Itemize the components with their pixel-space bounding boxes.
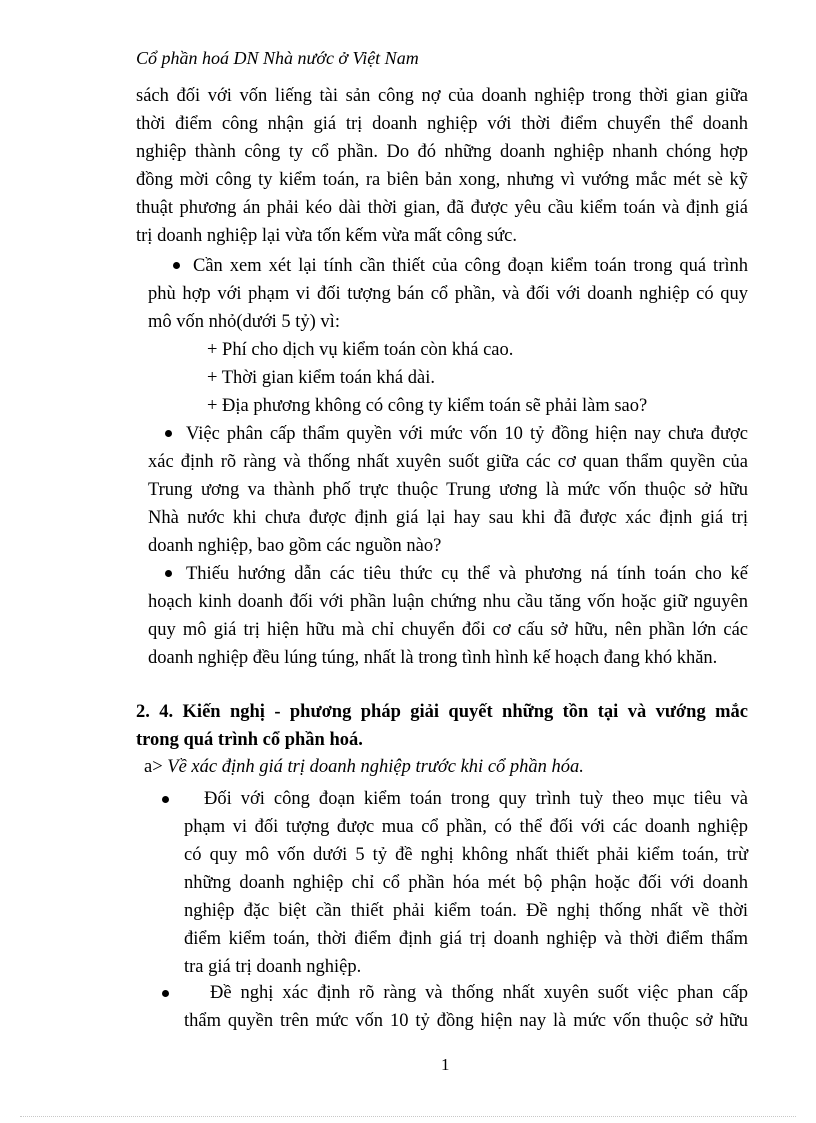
text-line: thẩm quyền trên mức vốn 10 tỷ đồng hiện nay là mức vốn thuộc sở hữu: [184, 1011, 748, 1031]
text-line: có quy mô vốn dưới 5 tỷ đề nghị không nhất thiết phải kiểm toán, trừ: [184, 845, 748, 865]
text-line: điểm kiểm toán, thời điểm định giá trị doanh nghiệp và thời điểm thẩm: [184, 929, 748, 949]
text-line: những doanh nghiệp chỉ cổ phần hóa mét bộ phận hoặc đối với doanh: [184, 873, 748, 893]
page-header: Cổ phần hoá DN Nhà nước ở Việt Nam: [136, 48, 419, 68]
text-line: Nhà nước khi chưa được định giá lại hay sau khi đã được xác định giá trị: [148, 508, 748, 528]
sub-item: + Phí cho dịch vụ kiểm toán còn khá cao.: [207, 340, 514, 360]
heading-line: 2. 4. Kiến nghị - phương pháp giải quyết những tồn tại và vướng mắc: [136, 702, 748, 722]
text-line: trị doanh nghiệp lại vừa tốn kếm vừa mất công sức.: [136, 226, 517, 246]
text-line: mô vốn nhỏ(dưới 5 tỷ) vì:: [148, 312, 340, 332]
text-line: Trung ương va thành phố trực thuộc Trung ương là mức vốn thuộc sở hữu: [148, 480, 748, 500]
heading-line: trong quá trình cổ phần hoá.: [136, 730, 363, 750]
text-line: hoạch kinh doanh đối với phần luận chứng nhu cầu tăng vốn hoặc giữ nguyên: [148, 592, 748, 612]
text-line: Thiếu hướng dẫn các tiêu thức cụ thể và phương ná tính toán cho kế: [186, 564, 748, 584]
text-line: sách đối với vốn liếng tài sản công nợ của doanh nghiệp trong thời gian giữa: [136, 86, 748, 106]
text-line: Cần xem xét lại tính cần thiết của công đoạn kiểm toán trong quá trình: [193, 256, 748, 276]
subsection-marker: a>: [144, 757, 163, 777]
page-divider: [20, 1116, 796, 1117]
sub-item: + Thời gian kiểm toán khá dài.: [207, 368, 435, 388]
text-line: nghiệp thành công ty cổ phần. Do đó những doanh nghiệp nhanh chóng hợp: [136, 142, 748, 162]
subsection-title: [144, 755, 584, 779]
text-line: phù hợp với phạm vi đối tượng bán cổ phần, và đối với doanh nghiệp có quy: [148, 284, 748, 304]
text-line: xác định rõ ràng và thống nhất xuyên suốt giữa các cơ quan thẩm quyền của: [148, 452, 748, 472]
text-line: Việc phân cấp thẩm quyền với mức vốn 10 tỷ đồng hiện nay chưa được: [186, 424, 748, 444]
text-line: Đề nghị xác định rõ ràng và thống nhất xuyên suốt việc phan cấp: [210, 983, 748, 1003]
page-number: 1: [441, 1055, 450, 1074]
text-line: phạm vi đối tượng được mua cổ phần, có thể đối với các doanh nghiệp: [184, 817, 748, 837]
sub-item: + Địa phương không có công ty kiểm toán sẽ phải làm sao?: [207, 396, 648, 416]
text-line: doanh nghiệp, bao gồm các nguồn nào?: [148, 536, 442, 556]
text-line: Đối với công đoạn kiểm toán trong quy trình tuỳ theo mục tiêu và: [204, 789, 748, 809]
bullet-icon: [165, 430, 172, 437]
text-line: thời điểm công nhận giá trị doanh nghiệp với thời điểm chuyển thể doanh: [136, 114, 748, 134]
bullet-icon: [162, 990, 169, 997]
text-line: quy mô giá trị hiện hữu mà chỉ chuyển đổi cơ cấu sở hữu, nên phần lớn các: [148, 620, 748, 640]
text-line: đồng mời công ty kiểm toán, ra biên bản xong, nhưng vì vướng mắc mét sè kỹ: [136, 170, 748, 190]
text-line: doanh nghiệp đều lúng túng, nhất là trong tình hình kế hoạch đang khó khăn.: [148, 648, 718, 668]
bullet-icon: [165, 570, 172, 577]
bullet-icon: [173, 262, 180, 269]
subsection-text: Về xác định giá trị doanh nghiệp trước khi cổ phần hóa.: [167, 757, 584, 777]
text-line: tra giá trị doanh nghiệp.: [184, 957, 362, 977]
text-line: nghiệp đặc biệt cần thiết phải kiểm toán. Đề nghị thống nhất về thời: [184, 901, 748, 921]
text-line: thuật phương án phải kéo dài thời gian, đã được yêu cầu kiểm toán và định giá: [136, 198, 748, 218]
bullet-icon: [162, 796, 169, 803]
